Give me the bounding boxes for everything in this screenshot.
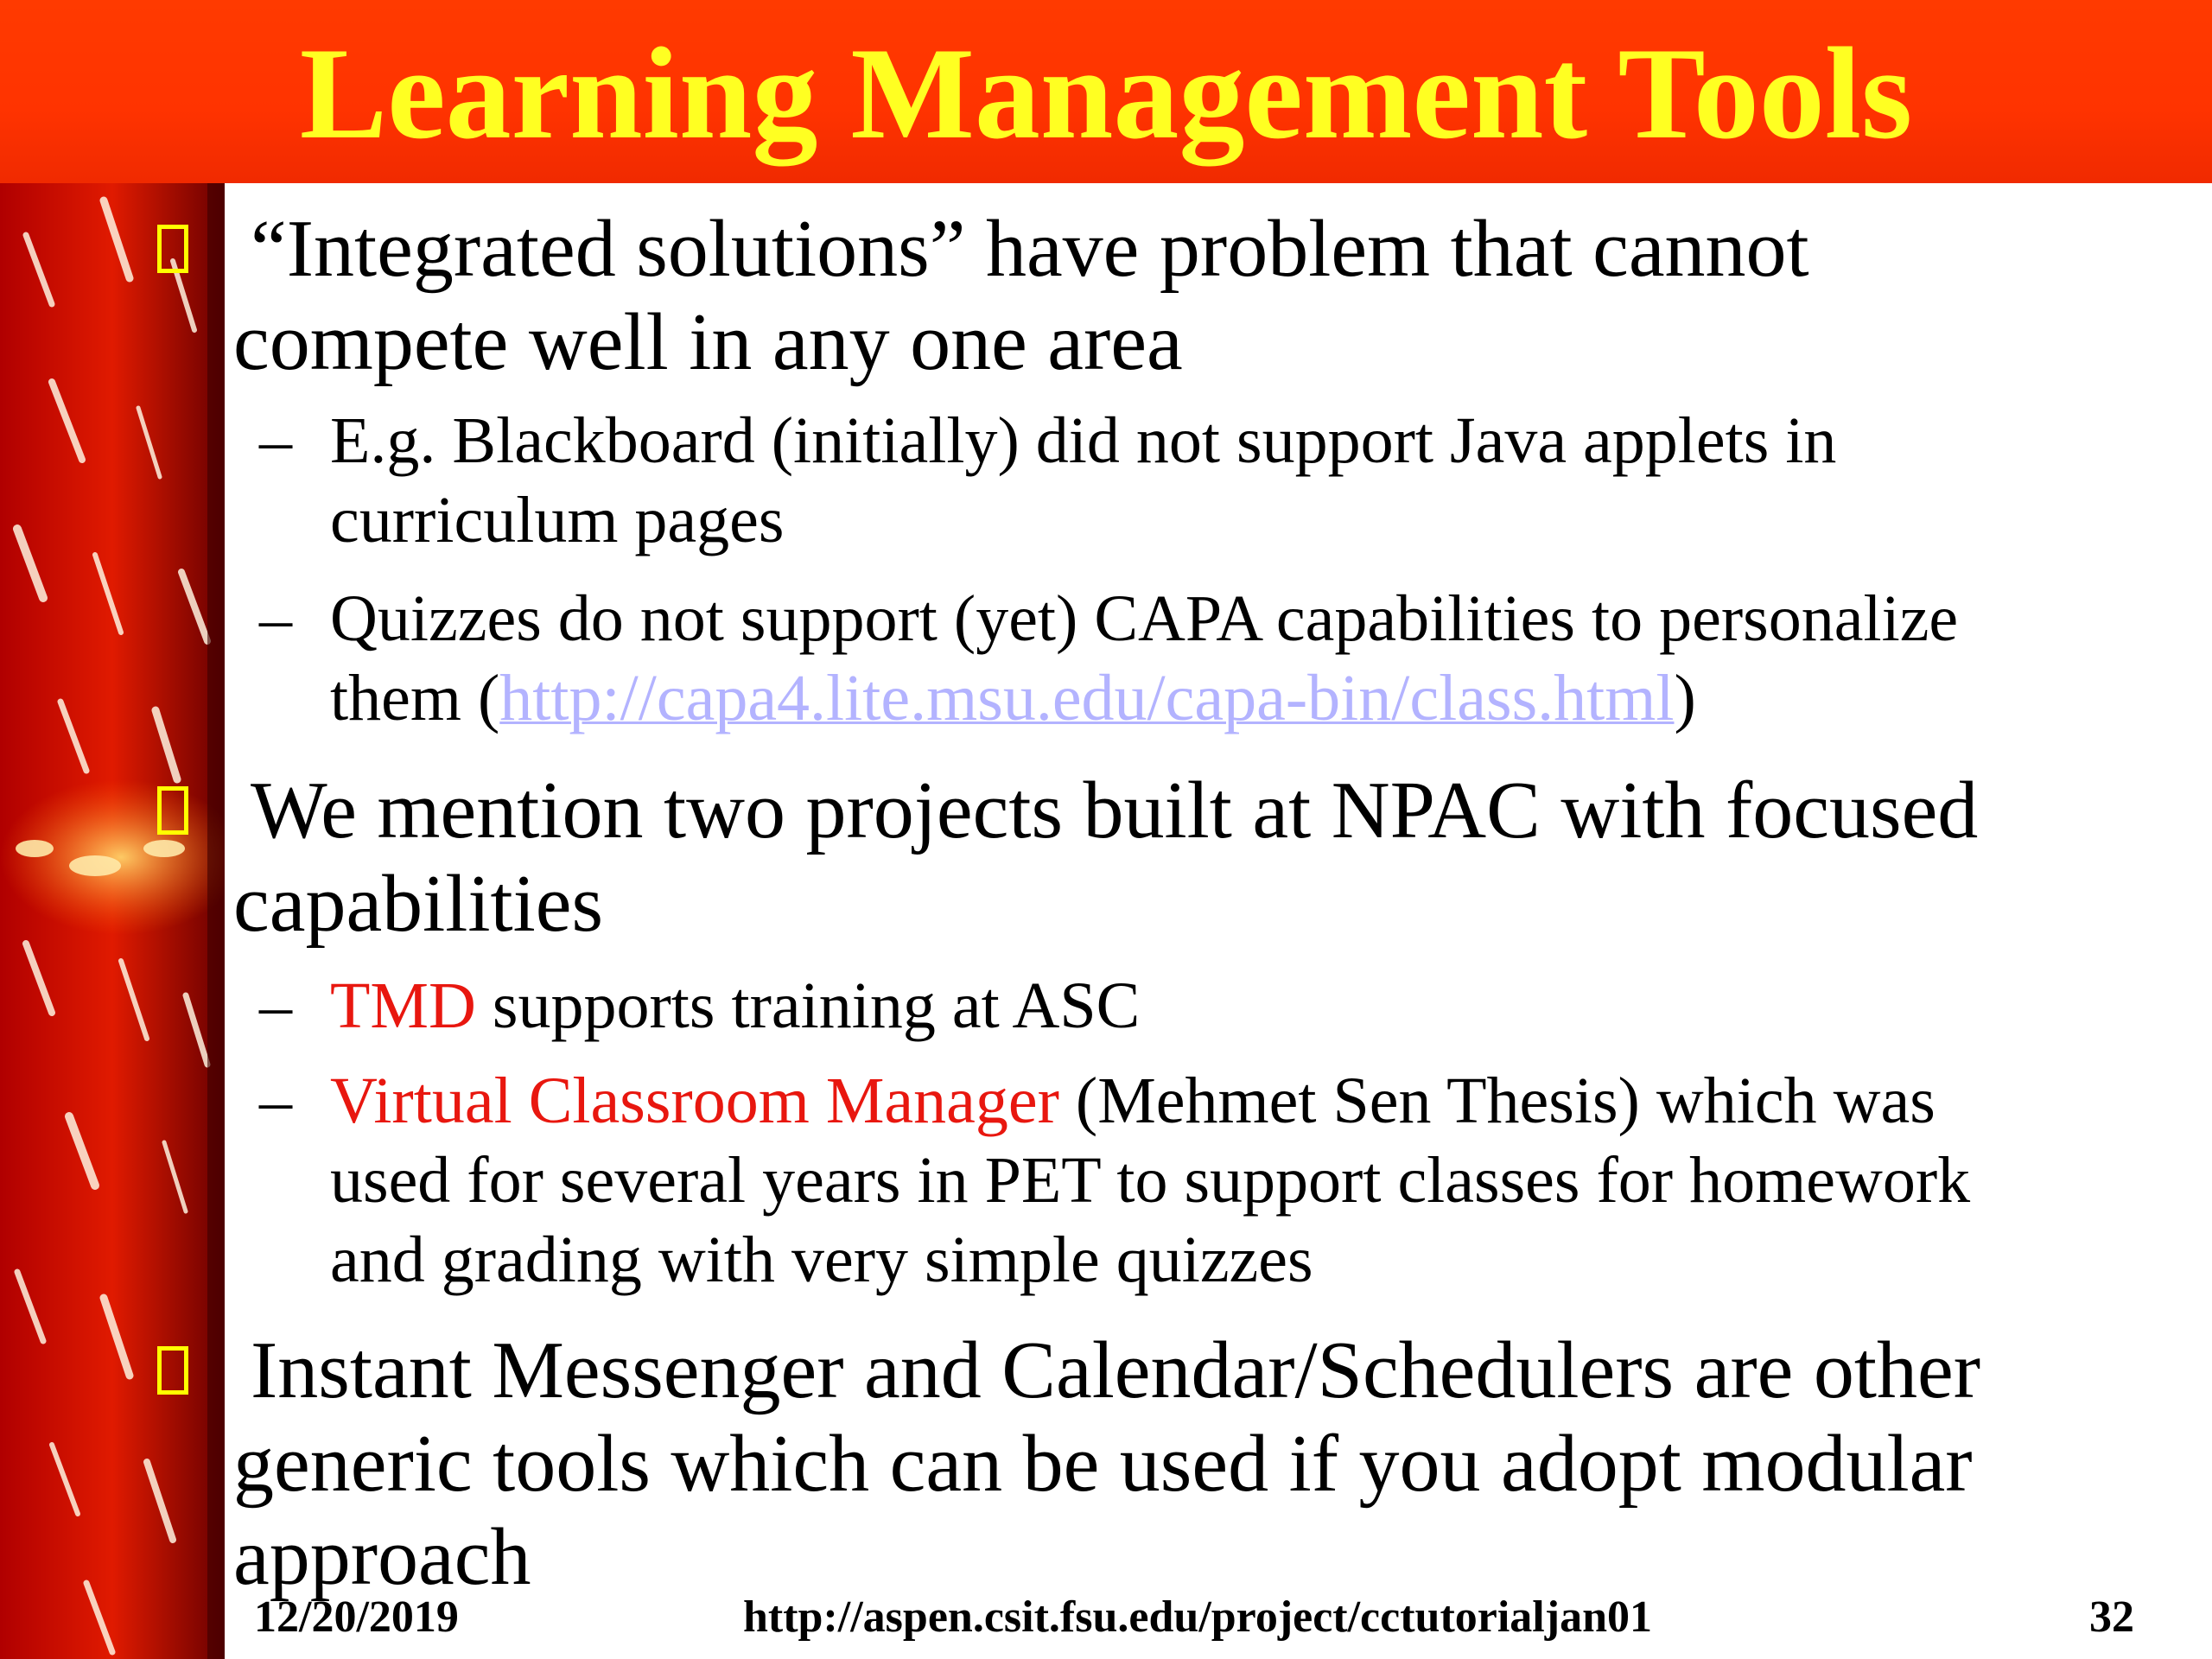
bullet-square-icon <box>157 1346 188 1395</box>
bullet-3 <box>233 1324 2186 1604</box>
footer-date: 12/20/2019 <box>254 1592 459 1642</box>
bullet-square-icon <box>157 225 188 273</box>
title-bar <box>0 0 2212 183</box>
capa-link[interactable]: http://capa4.lite.msu.edu/capa-bin/class.html <box>499 662 1675 734</box>
decorative-side-image <box>0 183 225 1659</box>
tmd-highlight: TMD <box>330 969 476 1042</box>
bullet-1 <box>233 202 2186 738</box>
sub-bullet-1-1: – E.g. Blackboard (initially) did not support Java applets in curriculum pages <box>233 401 2186 560</box>
dash-icon: – <box>259 969 292 1042</box>
bullet-3-text: Instant Messenger and Calendar/Schedulers are other generic tools which can be used if you adopt modular approach <box>233 1325 1980 1602</box>
bullet-square-icon <box>157 786 188 835</box>
sub-bullet-1-2: – Quizzes do not support (yet) CAPA capabilities to personalize them (http://capa4.lite.msu.edu/capa-bin/class.html) <box>233 579 2186 738</box>
bullet-1-text: “Integrated solutions” have problem that cannot compete well in any one area <box>233 204 1809 387</box>
sub-bullet-2-2: – Virtual Classroom Manager (Mehmet Sen Thesis) which was used for several years in PET to support classes for homework and grading with very simple quizzes <box>233 1061 2186 1300</box>
dash-icon: – <box>259 404 292 477</box>
dash-icon: – <box>259 582 292 655</box>
vcm-highlight: Virtual Classroom Manager <box>330 1065 1059 1137</box>
sub-bullet-2-1: – TMD supports training at ASC <box>233 966 2186 1046</box>
bullet-2 <box>233 764 2186 1300</box>
footer-url: http://aspen.csit.fsu.edu/project/cctutorialjan01 <box>743 1592 1652 1642</box>
bullet-2-text: We mention two projects built at NPAC with focused capabilities <box>233 766 1979 949</box>
slide-title: Learning Management Tools <box>299 21 1913 166</box>
dash-icon: – <box>259 1065 292 1137</box>
footer-page-number: 32 <box>2089 1592 2134 1642</box>
